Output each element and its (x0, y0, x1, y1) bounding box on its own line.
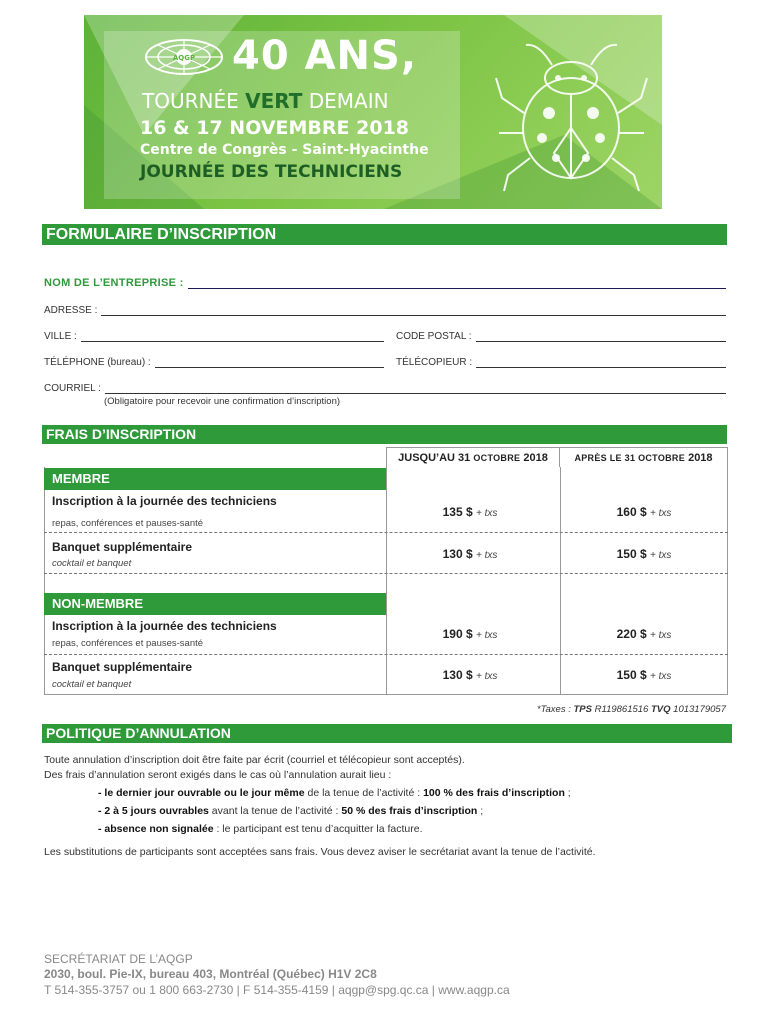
member-price-late (560, 505, 728, 519)
ladybug-icon (494, 33, 649, 193)
postal-code-field[interactable] (396, 329, 726, 342)
member-price-early (386, 547, 554, 561)
phone-input-line[interactable] (155, 358, 384, 368)
tvq-number: 1013179057 (670, 704, 726, 715)
price-value: 130 $ (442, 668, 473, 682)
bullet-2-end: ; (477, 805, 484, 817)
col1-part-c: 2018 (520, 452, 548, 464)
company-name-field[interactable] (44, 275, 726, 289)
taxes-prefix: *Taxes : (536, 704, 574, 715)
postal-code-label: CODE POSTAL : (396, 331, 472, 342)
member-item-title: Inscription à la journée des techniciens (52, 494, 277, 508)
non-member-item-title: Inscription à la journée des techniciens (52, 619, 277, 633)
policy-line-3: Les substitutions de participants sont acceptées sans frais. Vous devez aviser le secrétariat avant la tenue de l’activité. (44, 846, 596, 858)
row-separator (44, 532, 728, 533)
fax-input-line[interactable] (476, 358, 726, 368)
policy-line-1: Toute annulation d’inscription doit être faite par écrit (courriel et télécopieur sont acceptés). (44, 754, 465, 766)
address-label: ADRESSE : (44, 305, 98, 316)
tps-number: R119861516 (591, 704, 651, 715)
policy-bullet-1 (98, 787, 571, 799)
email-label: COURRIEL : (44, 383, 101, 394)
banner-event-name: JOURNÉE DES TECHNICIENS (140, 162, 403, 182)
row-separator (44, 654, 728, 655)
price-value: 150 $ (616, 547, 647, 561)
tax-numbers (537, 704, 726, 715)
policy-line-2: Des frais d’annulation seront exigés dans le cas où l’annulation aurait lieu : (44, 769, 392, 781)
bullet-1-bold-a: - le dernier jour ouvrable ou le jour même (98, 787, 305, 799)
member-item-title: Banquet supplémentaire (52, 540, 193, 554)
event-banner (84, 15, 662, 209)
member-price-early (386, 505, 554, 519)
non-member-item-sub: cocktail et banquet (52, 679, 132, 690)
member-item-sub: cocktail et banquet (52, 558, 132, 569)
bullet-2-bold-b: 50 % des frais d’inscription (341, 805, 478, 817)
policy-section-header: POLITIQUE D’ANNULATION (42, 724, 732, 743)
tps-label: TPS (573, 704, 592, 715)
tour-highlight: VERT (245, 89, 303, 113)
col2-part-b: OCTOBRE (638, 453, 686, 463)
banner-venue: Centre de Congrès - Saint-Hyacinthe (140, 142, 429, 158)
member-category: MEMBRE (44, 468, 386, 490)
price-value: 220 $ (616, 627, 647, 641)
tour-suffix: DEMAIN (302, 89, 389, 113)
company-name-label: NOM DE L’ENTREPRISE : (44, 277, 184, 289)
footer-contact: T 514-355-3757 ou 1 800 663-2730 | F 514-355-4159 | aqgp@spg.qc.ca | www.aqgp.ca (44, 983, 510, 997)
phone-label: TÉLÉPHONE (bureau) : (44, 357, 151, 368)
company-name-input-line[interactable] (188, 279, 726, 289)
policy-bullet-3 (98, 823, 423, 835)
col1-part-b: OCTOBRE (473, 453, 521, 463)
bullet-3-bold: - absence non signalée (98, 823, 214, 835)
address-input-line[interactable] (101, 306, 726, 316)
bullet-1-end: ; (564, 787, 571, 799)
row-separator (44, 573, 728, 574)
price-value: 190 $ (442, 627, 473, 641)
bullet-1-mid: de la tenue de l’activité : (304, 787, 424, 799)
non-member-category: NON-MEMBRE (44, 593, 386, 615)
tax-note: + txs (475, 550, 498, 561)
email-note: (Obligatoire pour recevoir une confirmation d’inscription) (104, 396, 341, 407)
bullet-3-rest: : le participant est tenu d’acquitter la facture. (213, 823, 423, 835)
price-value: 130 $ (442, 547, 473, 561)
tvq-label: TVQ (650, 704, 671, 715)
tax-note: + txs (475, 671, 498, 682)
bullet-2-bold-a: - 2 à 5 jours ouvrables (98, 805, 209, 817)
form-section-header: FORMULAIRE D’INSCRIPTION (42, 224, 727, 245)
price-value: 160 $ (616, 505, 647, 519)
tax-note: + txs (475, 630, 498, 641)
tax-note: + txs (649, 630, 672, 641)
non-member-item-sub: repas, conférences et pauses-santé (52, 638, 204, 649)
price-value: 150 $ (616, 668, 647, 682)
tax-note: + txs (649, 550, 672, 561)
table-divider (560, 467, 561, 695)
email-input-line[interactable] (105, 384, 726, 394)
price-value: 135 $ (442, 505, 473, 519)
city-label: VILLE : (44, 331, 77, 342)
footer-address: 2030, boul. Pie-IX, bureau 403, Montréal (Québec) H1V 2C8 (44, 967, 377, 981)
column-before-deadline (386, 447, 560, 467)
fax-label: TÉLÉCOPIEUR : (396, 357, 473, 368)
logo-text: AQGP (172, 54, 196, 62)
banner-tour-line (142, 89, 389, 113)
non-member-item-title: Banquet supplémentaire (52, 660, 193, 674)
tax-note: + txs (649, 508, 672, 519)
address-field[interactable] (44, 303, 726, 316)
tax-note: + txs (649, 671, 672, 682)
member-price-late (560, 547, 728, 561)
non-member-price-late (560, 668, 728, 682)
bullet-1-bold-b: 100 % des frais d’inscription (423, 787, 565, 799)
footer-title: SECRÉTARIAT DE L’AQGP (44, 952, 193, 966)
non-member-price-early (386, 668, 554, 682)
col2-part-a: APRÈS LE 31 (574, 453, 639, 463)
fax-field[interactable] (396, 355, 726, 368)
banner-dates: 16 & 17 NOVEMBRE 2018 (140, 117, 410, 139)
table-divider (386, 467, 387, 695)
fees-section-header: FRAIS D’INSCRIPTION (42, 425, 727, 444)
banner-headline: 40 ANS, (232, 33, 418, 79)
column-after-deadline (560, 447, 728, 467)
non-member-price-late (560, 627, 728, 641)
postal-code-input-line[interactable] (476, 332, 726, 342)
col2-part-c: 2018 (685, 452, 713, 464)
city-input-line[interactable] (81, 332, 384, 342)
tax-note: + txs (475, 508, 498, 519)
col1-part-a: JUSQU’AU 31 (398, 452, 474, 464)
policy-bullet-2 (98, 805, 483, 817)
tour-prefix: TOURNÉE (142, 89, 246, 113)
city-field[interactable] (44, 329, 384, 342)
email-field[interactable] (44, 381, 726, 394)
aqgp-logo-icon (144, 37, 224, 77)
bullet-2-mid: avant la tenue de l’activité : (208, 805, 342, 817)
phone-field[interactable] (44, 355, 384, 368)
member-item-sub: repas, conférences et pauses-santé (52, 518, 204, 529)
non-member-price-early (386, 627, 554, 641)
